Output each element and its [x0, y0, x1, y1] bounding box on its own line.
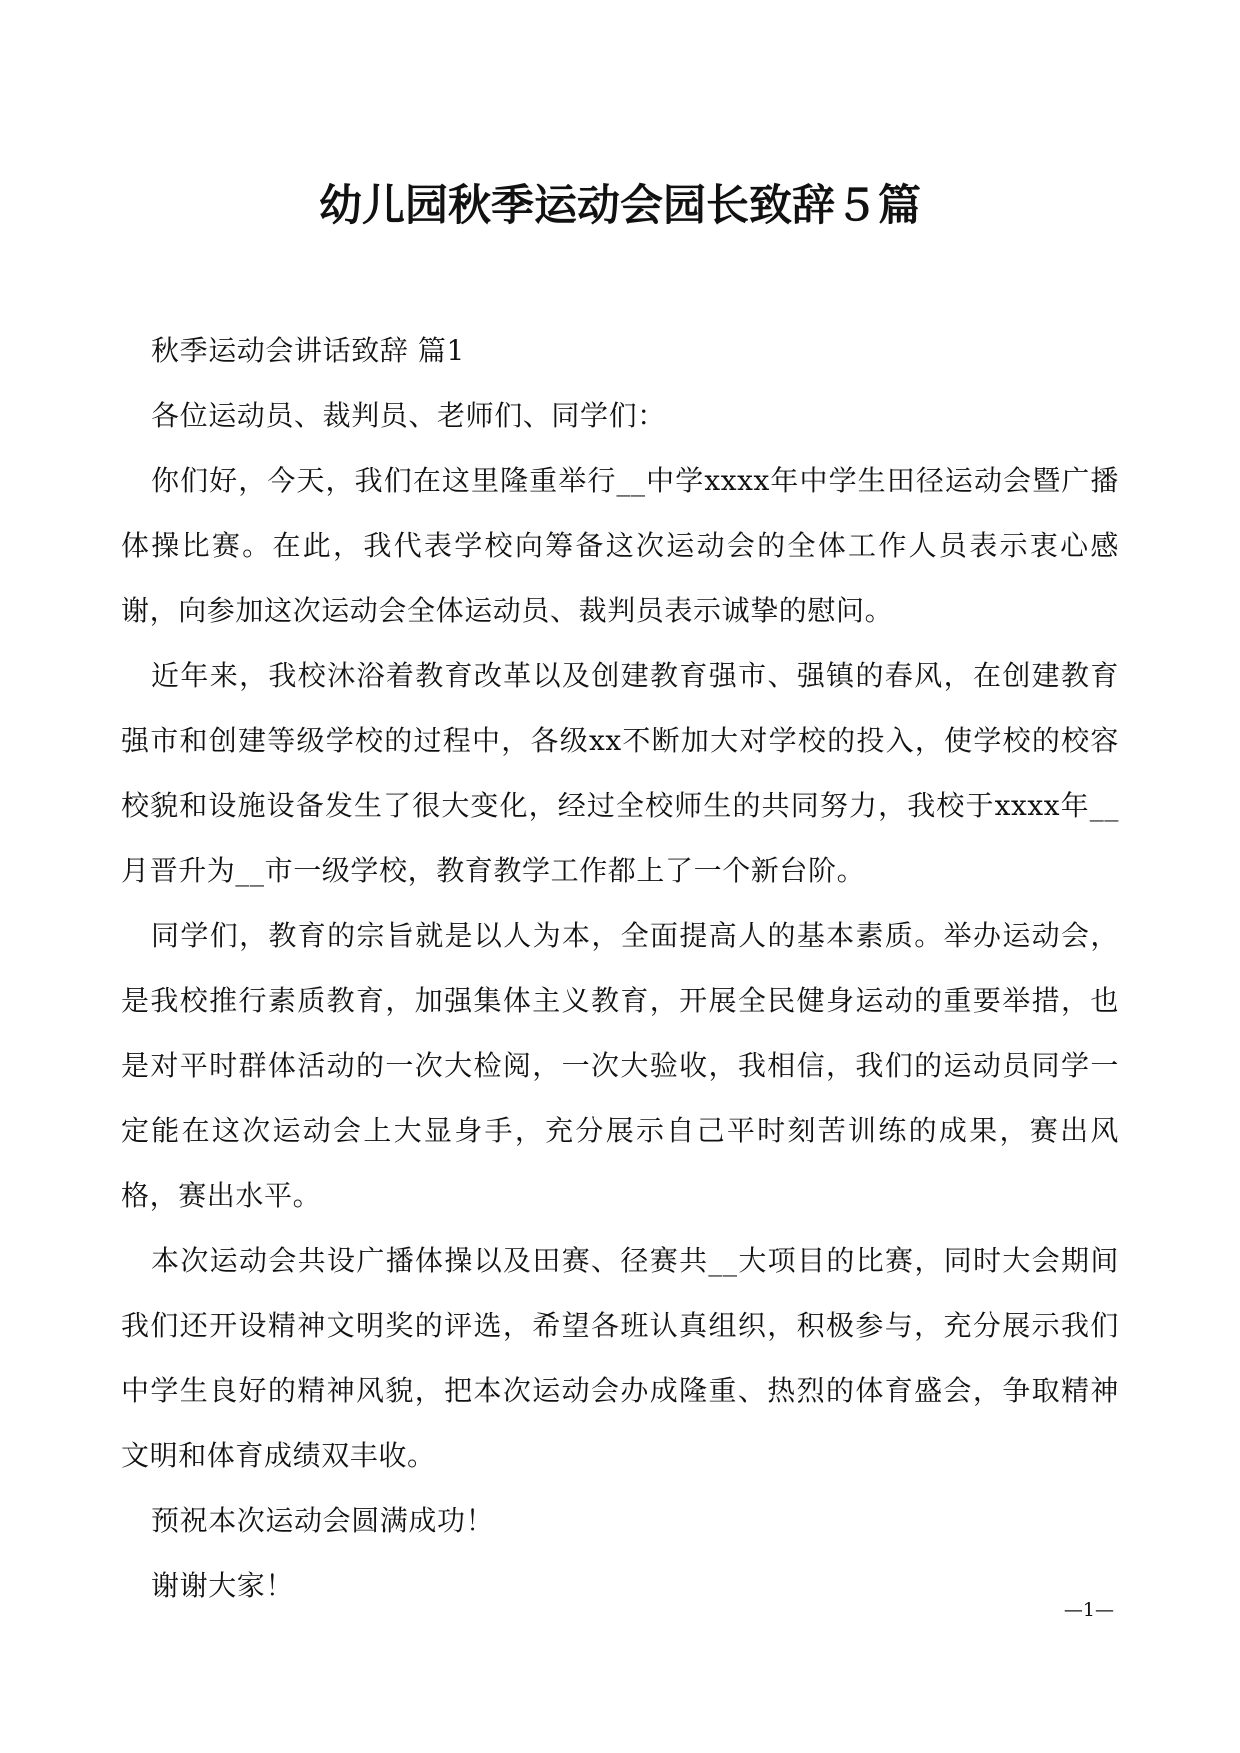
paragraph: 本次运动会共设广播体操以及田赛、径赛共__大项目的比赛，同时大会期间我们还开设精神文明奖的评选，希望各班认真组织，积极参与，充分展示我们中学生良好的精神风貌，把本次运动会办成隆重、热烈的体育盛会，争取精神文明和体育成绩双丰收。: [121, 1244, 1119, 1472]
closing-thanks: 谢谢大家！: [151, 1569, 295, 1602]
salutation: 各位运动员、裁判员、老师们、同学们：: [151, 399, 666, 432]
document-body: [121, 318, 1119, 1618]
paragraph: 同学们，教育的宗旨就是以人为本，全面提高人的基本素质。举办运动会，是我校推行素质教育，加强集体主义教育，开展全民健身运动的重要举措，也是对平时群体活动的一次大检阅，一次大验收，我相信，我们的运动员同学一定能在这次运动会上大显身手，充分展示自己平时刻苦训练的成果，赛出风格，赛出水平。: [121, 919, 1119, 1212]
section-heading: 秋季运动会讲话致辞 篇1: [151, 334, 465, 367]
paragraph: 你们好，今天，我们在这里隆重举行__中学xxxx年中学生田径运动会暨广播体操比赛。在此，我代表学校向筹备这次运动会的全体工作人员表示衷心感谢，向参加这次运动会全体运动员、裁判员表示诚挚的慰问。: [121, 464, 1119, 627]
page-number: —1—: [1063, 1599, 1114, 1621]
document-title: 幼儿园秋季运动会园长致辞５篇: [319, 181, 921, 231]
paragraph: 近年来，我校沐浴着教育改革以及创建教育强市、强镇的春风，在创建教育强市和创建等级学校的过程中，各级xx不断加大对学校的投入，使学校的校容校貌和设施设备发生了很大变化，经过全校师生的共同努力，我校于xxxx年__月晋升为__市一级学校，教育教学工作都上了一个新台阶。: [121, 659, 1119, 887]
closing-wish: 预祝本次运动会圆满成功！: [151, 1504, 495, 1537]
